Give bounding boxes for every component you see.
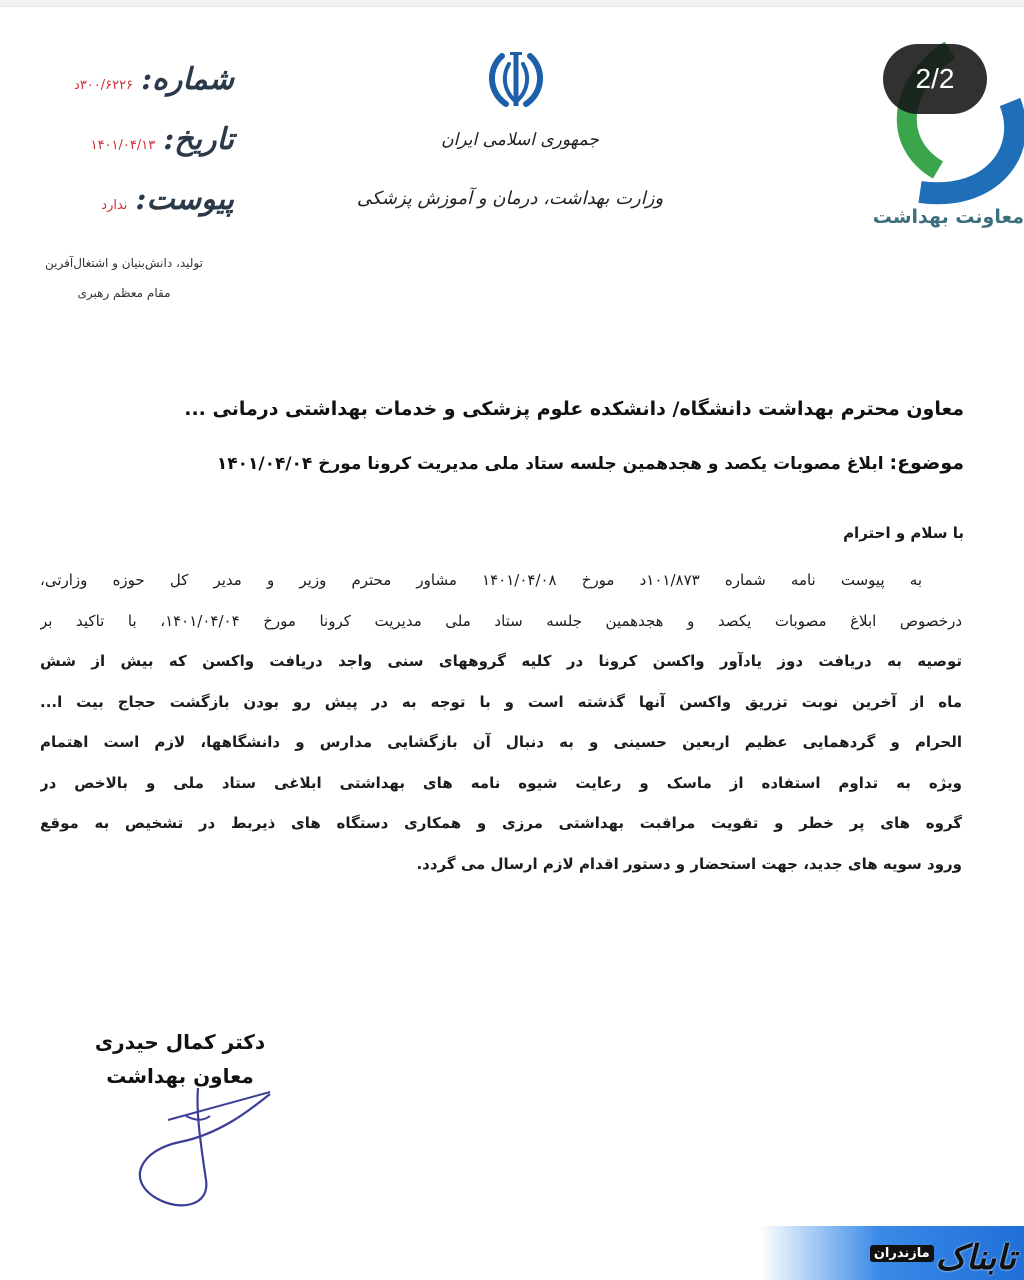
signer-name: دکتر کمال حیدری <box>94 1030 266 1054</box>
body-line: ویژه به تداوم استفاده از ماسک و رعایت شیوه نامه های بهداشتی ابلاغی ستاد ملی و بالاخص در <box>40 773 962 792</box>
date-row <box>14 122 234 182</box>
attachment-row <box>14 182 234 242</box>
letter-metadata <box>14 62 234 242</box>
attachment-value: ندارد <box>101 198 128 213</box>
handwritten-signature-icon <box>110 1080 310 1210</box>
motto <box>14 248 234 308</box>
letter-addressee: معاون محترم بهداشت دانشگاه/ دانشکده علوم پزشکی و خدمات بهداشتی درمانی ... <box>184 398 964 420</box>
number-value: ۳۰۰/۶۲۲۶د <box>74 78 134 93</box>
motto-text: تولید، دانش‌بنیان و اشتغال‌آفرین <box>45 256 203 270</box>
letter-greeting: با سلام و احترام <box>843 524 964 542</box>
letter-subject <box>64 452 964 474</box>
viewer-top-bar <box>0 0 1024 7</box>
ministry-name: وزارت بهداشت، درمان و آموزش پزشکی <box>356 188 664 209</box>
motto-attribution: مقام معظم رهبری <box>77 286 171 300</box>
news-site-logo <box>870 1212 1016 1278</box>
body-line: به پیوست نامه شماره ۱۰۱/۸۷۳د مورخ ۱۴۰۱/۰۴/۰۸ مشاور محترم وزیر و مدیر کل حوزه وزارتی، <box>40 571 922 589</box>
health-deputy-logo-text: معاونت بهداشت <box>872 206 1024 228</box>
body-line: توصیه به دریافت دوز یادآور واکسن کرونا در کلیه گروههای سنی واجد دریافت واکسن که بیش از شش <box>40 652 962 670</box>
date-label: تاریخ: <box>163 122 234 157</box>
iran-emblem-icon <box>484 48 548 110</box>
news-site-banner <box>760 1226 1024 1280</box>
government-title: جمهوری اسلامی ایران <box>441 130 599 150</box>
body-line: ماه از آخرین نوبت تزریق واکسن آنها گذشته است و با توجه به در پیش رو بودن بازگشت حجاج بیت ا... <box>40 692 962 711</box>
signer-title: معاون بهداشت <box>106 1064 254 1088</box>
subject-label: موضوع: <box>889 452 964 474</box>
number-label: شماره: <box>141 62 234 97</box>
attachment-label: پیوست: <box>135 182 234 217</box>
subject-text: ابلاغ مصوبات یکصد و هجدهمین جلسه ستاد ملی مدیریت کرونا مورخ ۱۴۰۱/۰۴/۰۴ <box>216 454 884 474</box>
body-line: درخصوص ابلاغ مصوبات یکصد و هجدهمین جلسه ستاد ملی مدیریت کرونا مورخ ۱۴۰۱/۰۴/۰۴، با تاکید بر <box>40 611 962 630</box>
news-site-region: مازندران <box>870 1245 934 1262</box>
page-indicator-badge: 2/2 <box>883 44 987 114</box>
number-row <box>14 62 234 122</box>
news-site-brand: تابناک <box>935 1238 1016 1278</box>
date-value: ۱۴۰۱/۰۴/۱۳ <box>90 138 156 153</box>
body-line: الحرام و گردهمایی عظیم اربعین حسینی و به دنبال آن بازگشایی مدارس و دانشگاهها، لازم است اهتمام <box>40 733 962 751</box>
body-line: ورود سویه های جدید، جهت استحضار و دستور اقدام لازم ارسال می گردد. <box>416 854 962 873</box>
body-line: گروه های پر خطر و تقویت مراقبت بهداشتی مرزی و همکاری دستگاه های ذیربط در تشخیص به موقع <box>40 814 962 832</box>
letter-body <box>40 560 962 884</box>
